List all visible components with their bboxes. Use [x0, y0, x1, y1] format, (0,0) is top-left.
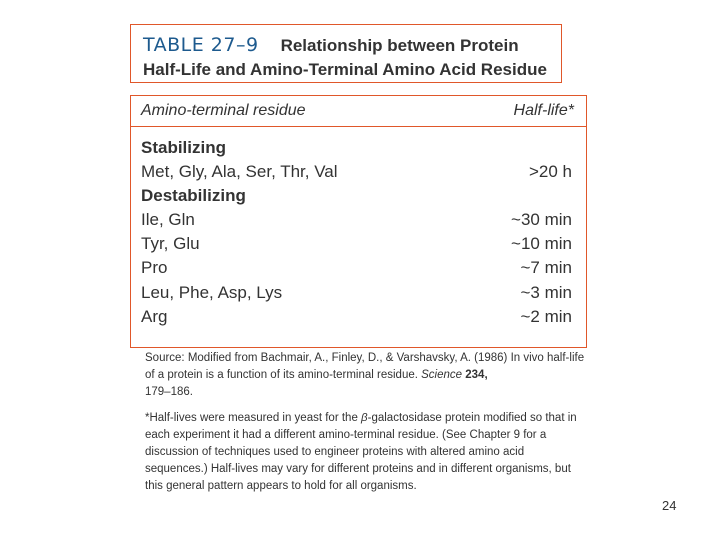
half-life-cell: ~7 min: [520, 258, 572, 277]
header-divider: [131, 126, 586, 127]
half-life-cell: ~30 min: [511, 210, 572, 229]
table-title-part-1: Relationship between Protein: [280, 36, 519, 55]
residue-cell: Pro: [141, 258, 168, 277]
footnote-text-start: *Half-lives were measured in yeast for the: [145, 412, 362, 424]
table-row-category: [141, 138, 572, 162]
residue-cell: Arg: [141, 307, 168, 326]
residue-cell: Leu, Phe, Asp, Lys: [141, 283, 283, 302]
half-life-footnote: [145, 410, 585, 495]
table-row: [141, 234, 572, 258]
table-row: [141, 258, 572, 282]
source-volume: 234,: [465, 369, 488, 381]
residue-cell: Met, Gly, Ala, Ser, Thr, Val: [141, 162, 338, 181]
table-row: [141, 283, 572, 307]
column-header-half-life: Half-life*: [513, 102, 574, 119]
residue-cell: Stabilizing: [141, 138, 226, 157]
table-row-category: [141, 186, 572, 210]
table-title-box: [130, 24, 562, 83]
title-line-1: [143, 34, 519, 56]
residue-cell: Destabilizing: [141, 186, 246, 205]
table-number-label: TABLE 27–9: [143, 34, 259, 56]
page-number: 24: [662, 498, 677, 513]
source-text: Source: Modified from Bachmair, A., Finley, D., & Varshavsky, A. (1986) In vivo half-life of a protein is a function of its amino-terminal residue.: [145, 352, 585, 381]
table-row: [141, 162, 572, 186]
half-life-table: [130, 95, 587, 348]
half-life-cell: ~10 min: [511, 234, 572, 253]
title-line-2: [143, 60, 547, 80]
source-journal: Science: [421, 369, 463, 381]
residue-cell: Ile, Gln: [141, 210, 195, 229]
footnote-text-end: -galactosidase protein modified so that in each experiment it had a different amino-terminal residue. (See Chapter 9 for a discussion of techniques used to engineer proteins with altered amino acid sequences.) Half-lives may vary for different proteins and in different organisms, but this general pattern appears to hold for all organisms.: [145, 412, 577, 492]
table-row: [141, 307, 572, 331]
half-life-cell: ~3 min: [520, 283, 572, 302]
source-citation: [145, 350, 585, 401]
half-life-cell: ~2 min: [520, 307, 572, 326]
residue-cell: Tyr, Glu: [141, 234, 200, 253]
table-row: [141, 210, 572, 234]
column-header-residue: Amino-terminal residue: [141, 102, 306, 119]
source-pages: 179–186.: [145, 386, 193, 398]
half-life-cell: >20 h: [528, 162, 572, 181]
beta-symbol: β: [361, 412, 368, 424]
table-title-part-2: Half-Life and Amino-Terminal Amino Acid Residue: [143, 60, 547, 79]
